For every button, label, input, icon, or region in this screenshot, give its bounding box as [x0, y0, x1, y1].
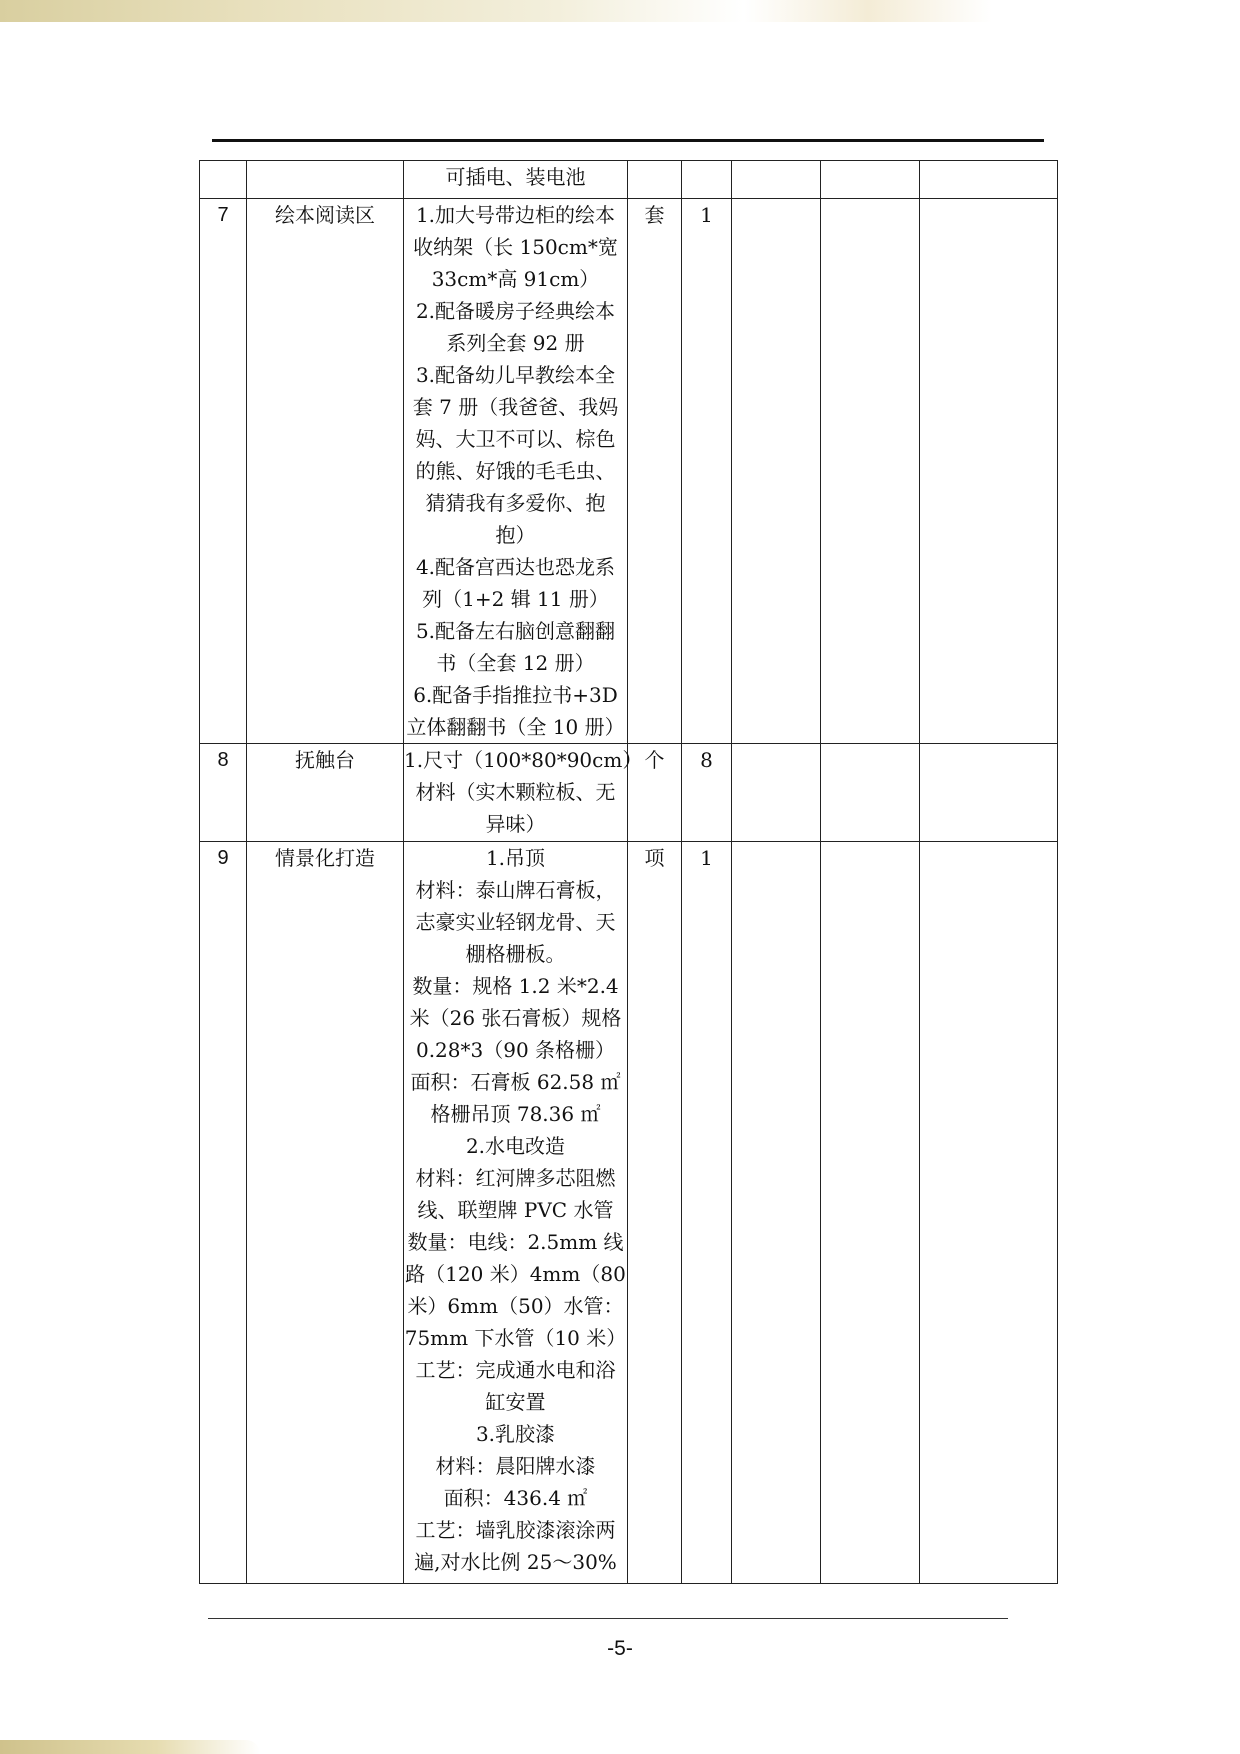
description-line: 1.加大号带边柜的绘本 — [415, 203, 616, 227]
unit-cell: 项 — [628, 842, 682, 1584]
description-line: 1.吊顶 — [485, 846, 546, 870]
description-line: 4.配备宫西达也恐龙系 — [415, 555, 616, 579]
item-number-cell: 8 — [200, 744, 247, 842]
description-line: 收纳架（长 150cm*宽 — [413, 235, 618, 259]
item-description-cell — [404, 161, 628, 199]
table-row — [200, 842, 1058, 1584]
description-line: 数量：规格 1.2 米*2.4 — [412, 974, 619, 998]
description-line: 线、联塑牌 PVC 水管 — [417, 1198, 614, 1222]
empty-cell — [920, 161, 1058, 199]
description-line: 抱） — [495, 523, 536, 547]
empty-cell — [732, 161, 821, 199]
item-description-cell — [404, 842, 628, 1584]
description-line: 工艺：完成通水电和浴 — [415, 1358, 616, 1382]
description-line: 2.配备暖房子经典绘本 — [415, 299, 616, 323]
table-row — [200, 161, 1058, 199]
description-line: 0.28*3（90 条格栅） — [415, 1038, 616, 1062]
description-line: 缸安置 — [485, 1390, 546, 1414]
unit-cell: 套 — [628, 199, 682, 744]
empty-cell — [821, 199, 920, 744]
description-line: 异味） — [485, 812, 546, 836]
description-line: 材料：泰山牌石膏板， — [415, 878, 616, 902]
item-name-cell: 绘本阅读区 — [247, 199, 404, 744]
description-line: 面积：436.4 ㎡ — [443, 1486, 588, 1510]
empty-cell — [920, 744, 1058, 842]
description-line: 33cm*高 91cm） — [431, 267, 600, 291]
unit-cell — [628, 161, 682, 199]
item-name-cell — [247, 161, 404, 199]
quantity-cell: 8 — [682, 744, 732, 842]
description-line: 材料：晨阳牌水漆 — [435, 1454, 596, 1478]
item-description-cell — [404, 199, 628, 744]
empty-cell — [821, 842, 920, 1584]
description-line: 妈、大卫不可以、棕色 — [415, 427, 616, 451]
empty-cell — [732, 199, 821, 744]
description-line: 格栅吊顶 78.36 ㎡ — [430, 1102, 601, 1126]
item-number-cell: 9 — [200, 842, 247, 1584]
description-line: 遍,对水比例 25～30% — [414, 1550, 617, 1574]
description-line: 75mm 下水管（10 米） — [404, 1326, 627, 1350]
empty-cell — [821, 744, 920, 842]
quantity-cell — [682, 161, 732, 199]
description-line: 材料（实木颗粒板、无 — [415, 780, 616, 804]
page-number: -5- — [607, 1637, 633, 1660]
empty-cell — [920, 199, 1058, 744]
quantity-cell: 1 — [682, 842, 732, 1584]
table-body — [200, 161, 1058, 1584]
item-number-cell — [200, 161, 247, 199]
item-number-cell: 7 — [200, 199, 247, 744]
quantity-cell: 1 — [682, 199, 732, 744]
empty-cell — [732, 744, 821, 842]
scan-edge-bottom — [0, 1740, 260, 1754]
description-line: 6.配备手指推拉书+3D — [413, 683, 618, 707]
description-line: 棚格栅板。 — [465, 942, 566, 966]
description-line: 书（全套 12 册） — [436, 651, 595, 675]
unit-cell: 个 — [628, 744, 682, 842]
description-line: 面积：石膏板 62.58 ㎡ — [410, 1070, 621, 1094]
description-line: 2.水电改造 — [465, 1134, 566, 1158]
scan-edge-top — [0, 0, 1240, 22]
table-row — [200, 744, 1058, 842]
empty-cell — [732, 842, 821, 1584]
description-line: 系列全套 92 册 — [446, 331, 585, 355]
description-line: 米（26 张石膏板）规格 — [409, 1006, 622, 1030]
description-line: 立体翻翻书（全 10 册） — [406, 715, 625, 739]
description-line: 材料：红河牌多芯阻燃 — [415, 1166, 616, 1190]
description-line: 列（1+2 辑 11 册） — [422, 587, 609, 611]
empty-cell — [920, 842, 1058, 1584]
description-line: 猜猜我有多爱你、抱 — [425, 491, 606, 515]
description-line: 3.乳胶漆 — [475, 1422, 556, 1446]
header-rule — [212, 139, 1044, 142]
description-line: 的熊、好饿的毛毛虫、 — [415, 459, 616, 483]
item-description-cell — [404, 744, 643, 842]
equipment-table — [199, 160, 1058, 1584]
description-line: 5.配备左右脑创意翻翻 — [415, 619, 616, 643]
empty-cell — [821, 161, 920, 199]
description-line: 路（120 米）4mm（80 — [405, 1262, 626, 1286]
description-line: 志豪实业轻钢龙骨、天 — [415, 910, 616, 934]
item-name-cell: 抚触台 — [247, 744, 404, 842]
description-line: 3.配备幼儿早教绘本全 — [415, 363, 616, 387]
description-line: 套 7 册（我爸爸、我妈 — [412, 395, 619, 419]
table-row — [200, 199, 1058, 744]
description-line: 工艺：墙乳胶漆滚涂两 — [415, 1518, 616, 1542]
description-line: 1.尺寸（100*80*90cm） — [404, 748, 643, 772]
description-line: 可插电、装电池 — [445, 165, 586, 189]
footer-rule — [208, 1618, 1008, 1619]
description-line: 数量：电线：2.5mm 线 — [407, 1230, 624, 1254]
description-line: 米）6mm（50）水管： — [407, 1294, 624, 1318]
item-name-cell: 情景化打造 — [247, 842, 404, 1584]
